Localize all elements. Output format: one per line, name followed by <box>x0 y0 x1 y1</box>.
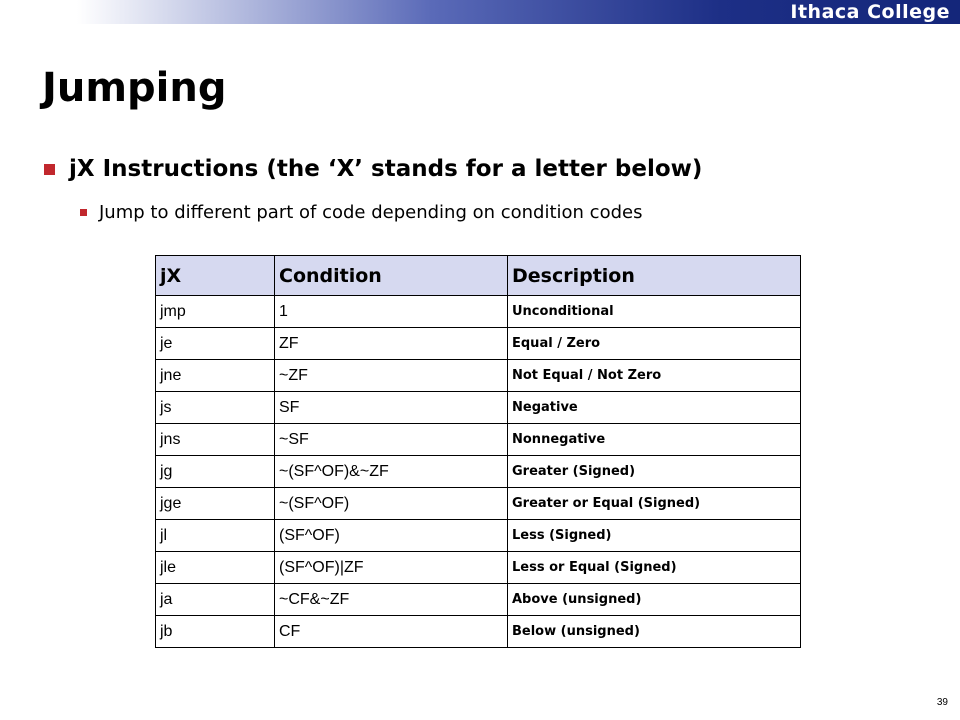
cell-instruction: js <box>156 392 275 424</box>
cell-description: Less or Equal (Signed) <box>508 552 801 584</box>
cell-condition: 1 <box>275 296 508 328</box>
table-row <box>156 520 801 552</box>
table-row <box>156 488 801 520</box>
bullet-level1-text: jX Instructions (the ‘X’ stands for a letter below) <box>69 156 703 182</box>
cell-condition: ~SF <box>275 424 508 456</box>
cell-instruction: jge <box>156 488 275 520</box>
cell-condition: ZF <box>275 328 508 360</box>
cell-condition: ~ZF <box>275 360 508 392</box>
square-bullet-small-icon <box>80 209 87 216</box>
cell-condition: ~(SF^OF)&~ZF <box>275 456 508 488</box>
cell-instruction: jmp <box>156 296 275 328</box>
cell-condition: (SF^OF) <box>275 520 508 552</box>
cell-condition: SF <box>275 392 508 424</box>
table-row <box>156 584 801 616</box>
slide-title: Jumping <box>42 65 227 111</box>
cell-instruction: jns <box>156 424 275 456</box>
cell-description: Less (Signed) <box>508 520 801 552</box>
cell-description: Below (unsigned) <box>508 616 801 648</box>
bullet-level1 <box>44 156 702 182</box>
table-header-row <box>156 256 801 296</box>
cell-description: Above (unsigned) <box>508 584 801 616</box>
jump-table <box>155 255 801 648</box>
cell-instruction: jle <box>156 552 275 584</box>
bullet-level2 <box>80 202 642 223</box>
table-row <box>156 328 801 360</box>
cell-instruction: jb <box>156 616 275 648</box>
table-row <box>156 616 801 648</box>
bullet-level2-text: Jump to different part of code depending on condition codes <box>99 202 643 223</box>
cell-description: Greater or Equal (Signed) <box>508 488 801 520</box>
cell-condition: ~CF&~ZF <box>275 584 508 616</box>
cell-instruction: je <box>156 328 275 360</box>
cell-description: Greater (Signed) <box>508 456 801 488</box>
table-row <box>156 456 801 488</box>
cell-description: Negative <box>508 392 801 424</box>
header-banner <box>0 0 960 24</box>
table-row <box>156 360 801 392</box>
cell-condition: CF <box>275 616 508 648</box>
table-row <box>156 296 801 328</box>
header-jx: jX <box>156 256 275 296</box>
table-row <box>156 552 801 584</box>
table-row <box>156 424 801 456</box>
cell-description: Not Equal / Not Zero <box>508 360 801 392</box>
cell-instruction: jne <box>156 360 275 392</box>
cell-instruction: jg <box>156 456 275 488</box>
header-description: Description <box>508 256 801 296</box>
square-bullet-icon <box>44 164 55 175</box>
cell-condition: (SF^OF)|ZF <box>275 552 508 584</box>
college-name: Ithaca College <box>790 1 950 23</box>
cell-instruction: jl <box>156 520 275 552</box>
cell-condition: ~(SF^OF) <box>275 488 508 520</box>
slide-number: 39 <box>936 697 948 708</box>
header-condition: Condition <box>275 256 508 296</box>
cell-description: Unconditional <box>508 296 801 328</box>
cell-description: Nonnegative <box>508 424 801 456</box>
cell-description: Equal / Zero <box>508 328 801 360</box>
cell-instruction: ja <box>156 584 275 616</box>
table-row <box>156 392 801 424</box>
